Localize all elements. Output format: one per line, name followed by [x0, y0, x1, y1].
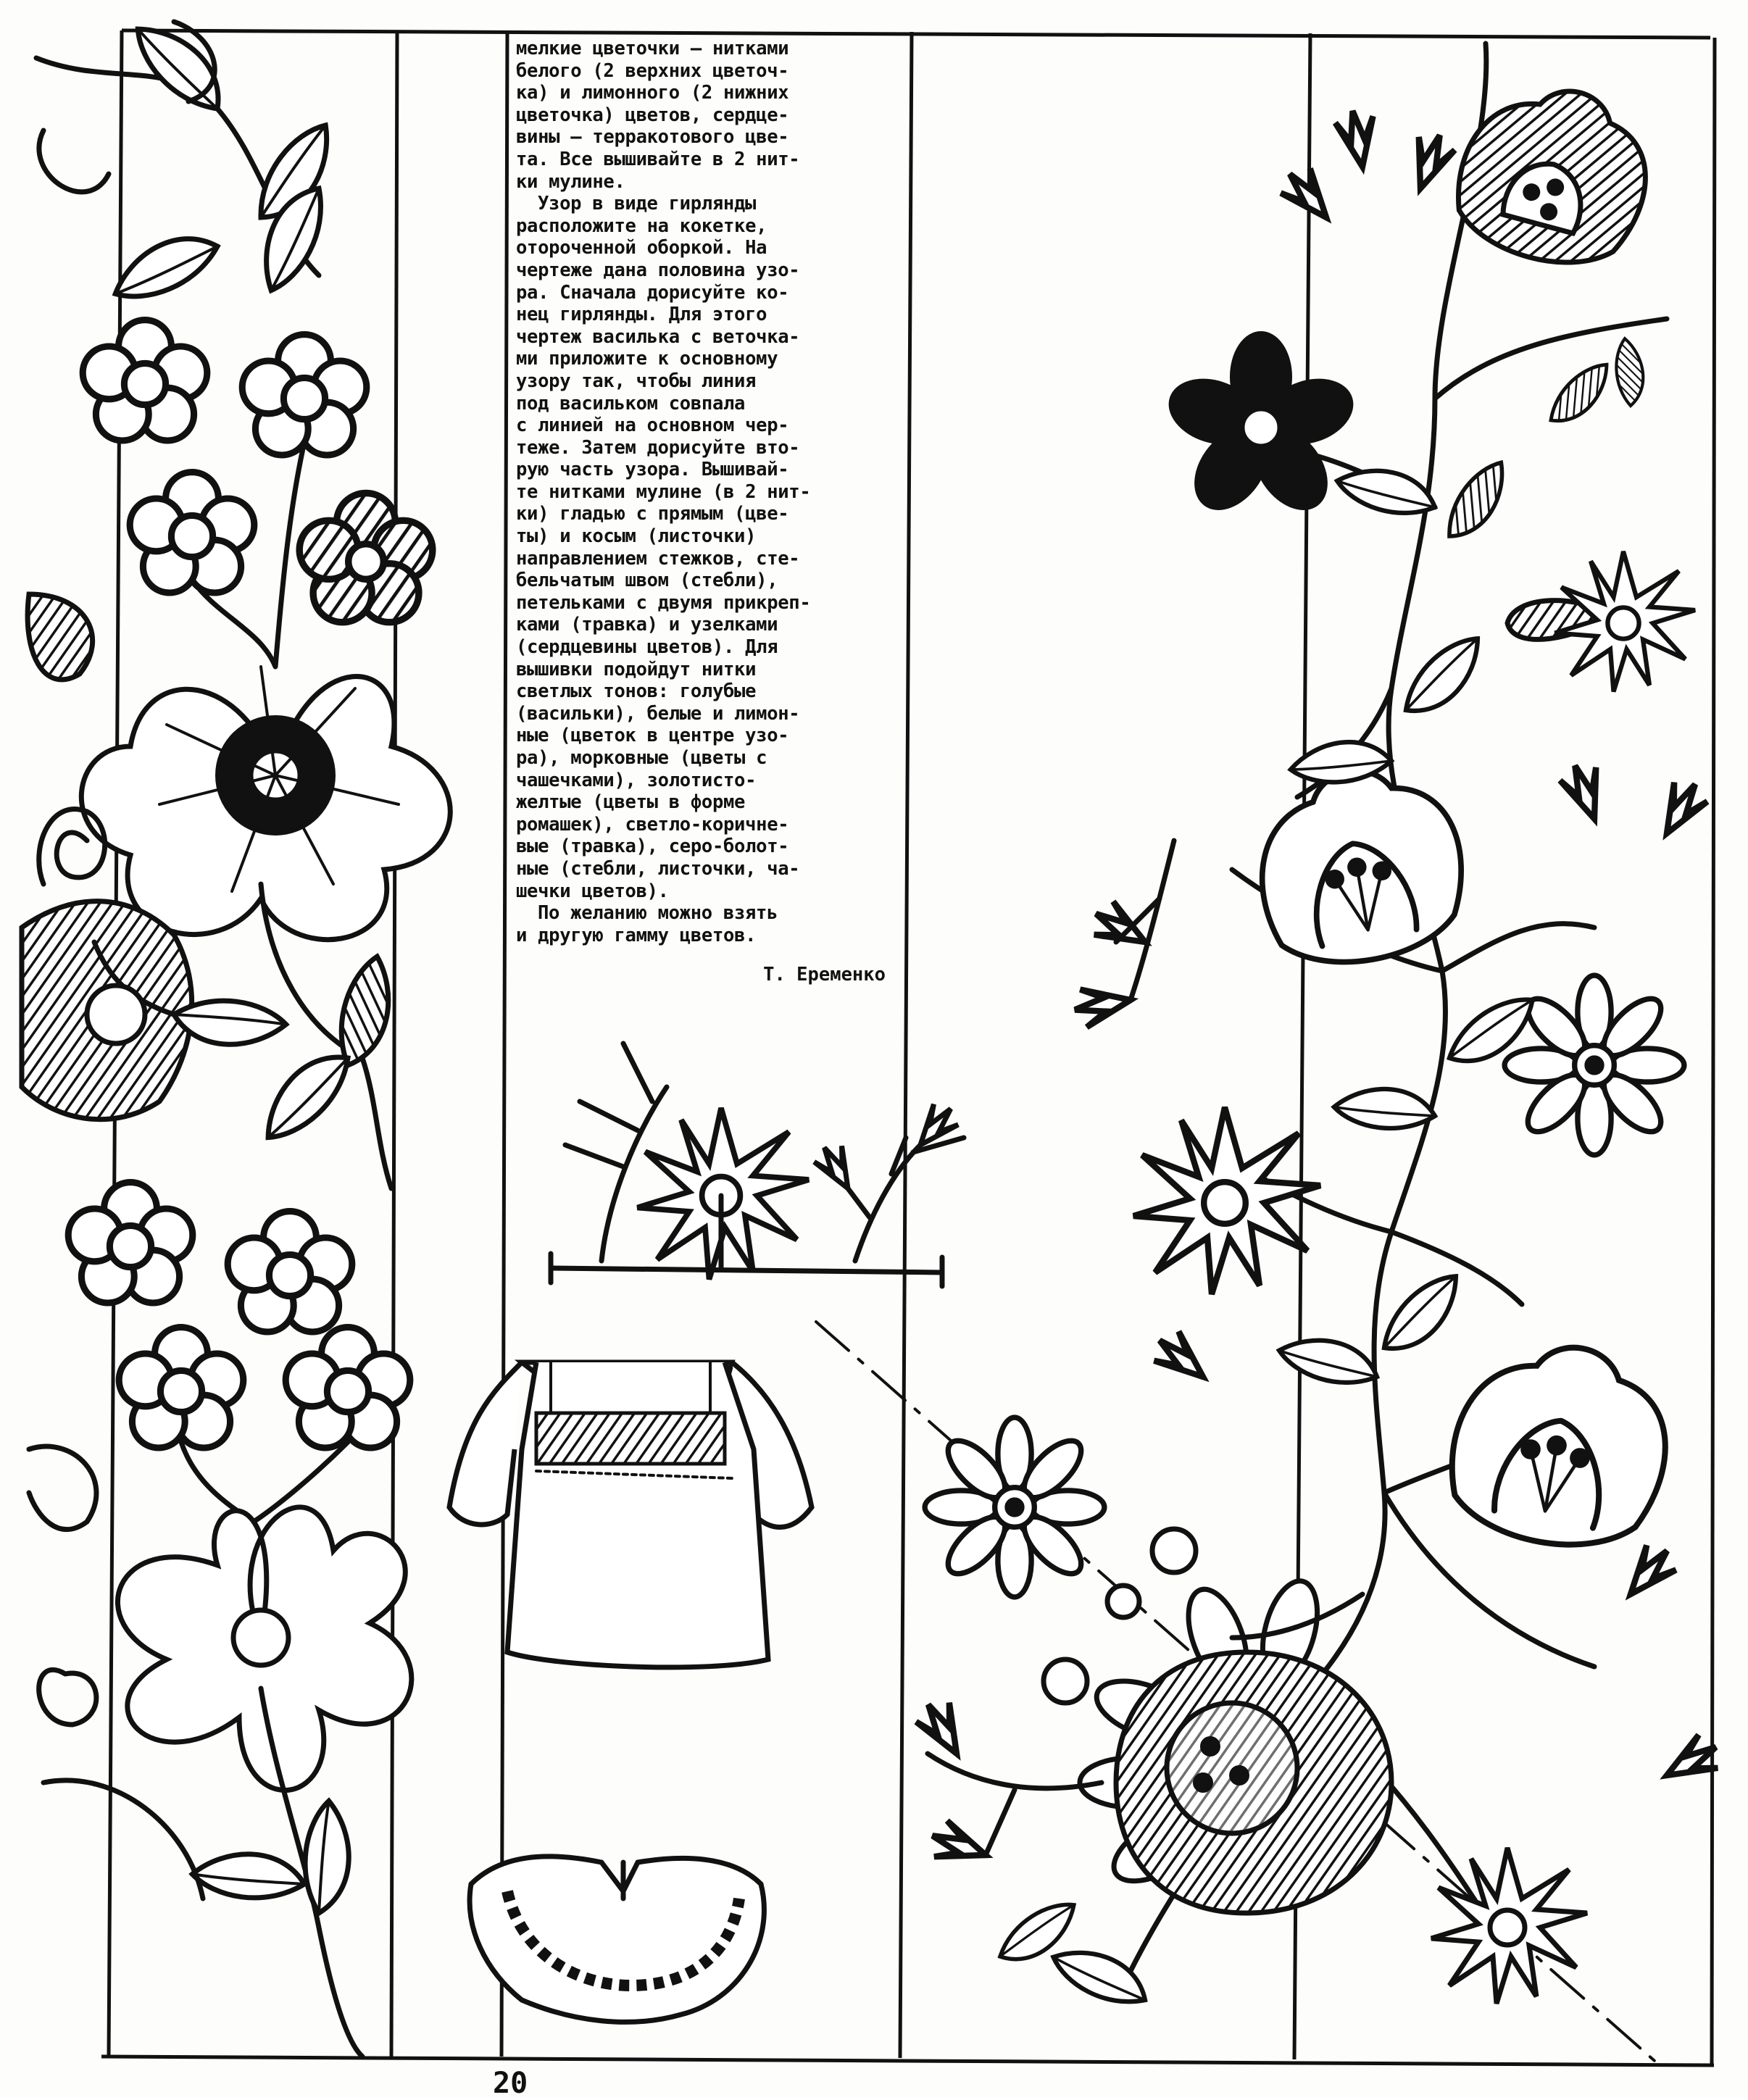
page-number: 20: [493, 2067, 528, 2100]
blouse-yoke-drawing: [470, 1857, 764, 2022]
cornflower-sprig-drawing: [551, 1043, 964, 1286]
article-text: [516, 38, 899, 946]
left-floral-border: [22, 8, 450, 2057]
article-author: Т. Еременко: [763, 964, 886, 986]
right-floral-garland: [912, 43, 1726, 2025]
article-paragraph-2: Узор в виде гирлянды расположите на кокетке, отороченной оборкой. На чертеже дана половина узо- ра. Сначала дорисуйте ко- нец гирлянды. Для этого чертеж василька с веточка- ми приложите к основному узору так, чтобы линия под васильком совпала с линией на основном чер- теже. Затем дорисуйте вто- рую часть узора. Вышивай- те нитками мулине (в 2 нит- ки) гладью с прямым (цве- ты) и косым (листочки) направлением стежков, сте- бельчатым швом (стебли), петельками с двумя прикреп- ками (травка) и узелками (сердцевины цветов). Для вышивки подойдут нитки светлых тонов: голубые (васильки), белые и лимон- ные (цветок в центре узо- ра), морковные (цветы с чашечками), золотисто- желтые (цветы в форме ромашек), светло-коричне- вые (травка), серо-болот- ные (стебли, листочки, ча- шечки цветов).: [516, 193, 811, 902]
article-paragraph-3: По желанию можно взять и другую гамму цветов.: [516, 902, 778, 946]
article-paragraph-1: мелкие цветочки — нитками белого (2 верхних цветоч- ка) и лимонного (2 нижних цветочка) цветов, сердце- вины — терракотового цве- та. Все вышивайте в 2 нит- ки мулине.: [516, 38, 800, 193]
